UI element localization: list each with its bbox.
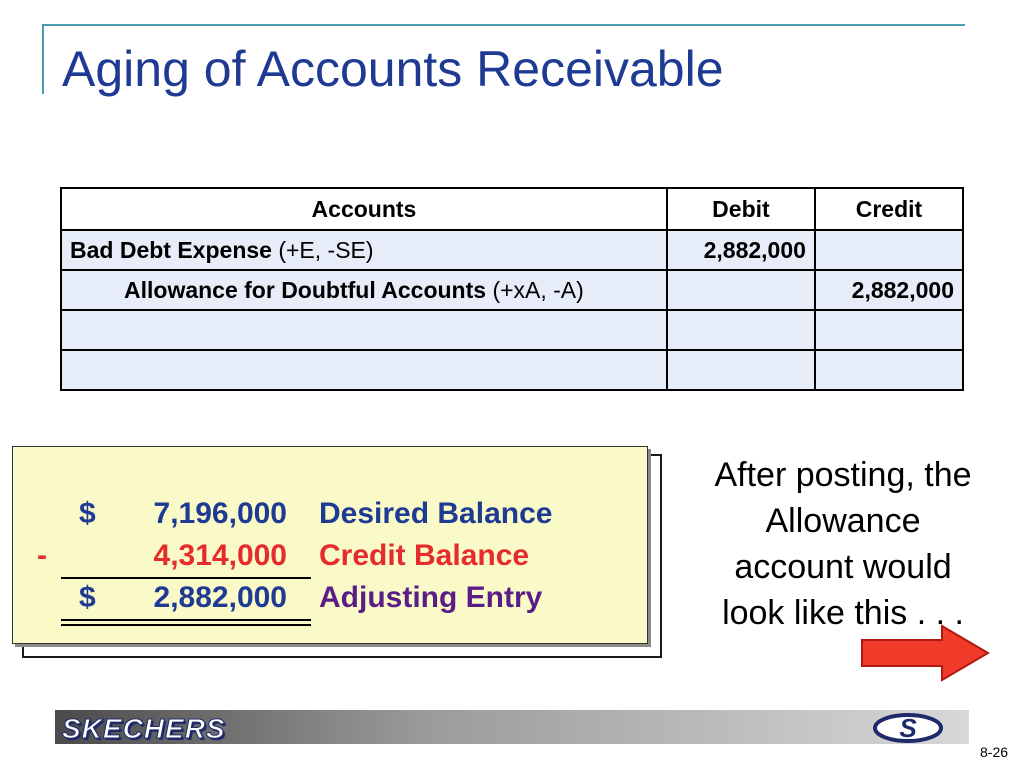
total-underline-1 [61,619,311,621]
right-arrow-icon [860,624,992,682]
s-emblem-logo [872,712,944,744]
page-number: 8-26 [980,744,1009,760]
dollar-sign: $ [79,497,96,530]
total-underline-2 [61,624,311,626]
adjusting-amount: 2,882,000 [153,581,287,614]
header-accounts: Accounts [61,188,667,230]
slide-title: Aging of Accounts Receivable [62,41,724,97]
journal-header-row [61,188,963,230]
frame-left-line [42,24,44,94]
after-posting-text [668,452,1018,636]
credit-cell [815,310,963,350]
account-cell [61,310,667,350]
account-name: Bad Debt Expense [70,236,272,263]
account-effect: (+xA, -A) [492,276,584,303]
desired-label: Desired Balance [319,497,553,530]
after-line-4: look like this . . . [722,594,964,632]
adjusting-entry-row [13,581,647,621]
account-cell [61,230,667,270]
account-name: Allowance for Doubtful Accounts [124,276,487,303]
frame-top-line [43,24,965,26]
header-credit: Credit [815,188,963,230]
credit-label: Credit Balance [319,539,530,572]
calculation-box [12,446,648,644]
subtotal-underline [61,577,311,579]
after-line-1: After posting, the [714,456,972,494]
debit-cell [667,270,815,310]
desired-balance-row [13,497,647,537]
table-row [61,270,963,310]
adjusting-label: Adjusting Entry [319,581,543,614]
credit-cell [815,230,963,270]
after-line-3: account would [734,548,952,586]
credit-cell: 2,882,000 [815,270,963,310]
table-row [61,350,963,390]
after-line-2: Allowance [765,502,921,540]
credit-balance-row [13,539,647,579]
journal-entry-table [60,187,964,391]
table-row [61,230,963,270]
skechers-logo: SKECHERS [62,713,226,744]
credit-amount: 4,314,000 [153,539,287,572]
minus-sign: - [37,539,47,572]
debit-cell [667,310,815,350]
header-debit: Debit [667,188,815,230]
emblem-letter: S [899,713,917,743]
desired-amount: 7,196,000 [153,497,287,530]
dollar-sign: $ [79,581,96,614]
account-cell [61,270,667,310]
debit-cell [667,350,815,390]
debit-cell: 2,882,000 [667,230,815,270]
account-cell [61,350,667,390]
account-effect: (+E, -SE) [278,236,374,263]
table-row [61,310,963,350]
credit-cell [815,350,963,390]
